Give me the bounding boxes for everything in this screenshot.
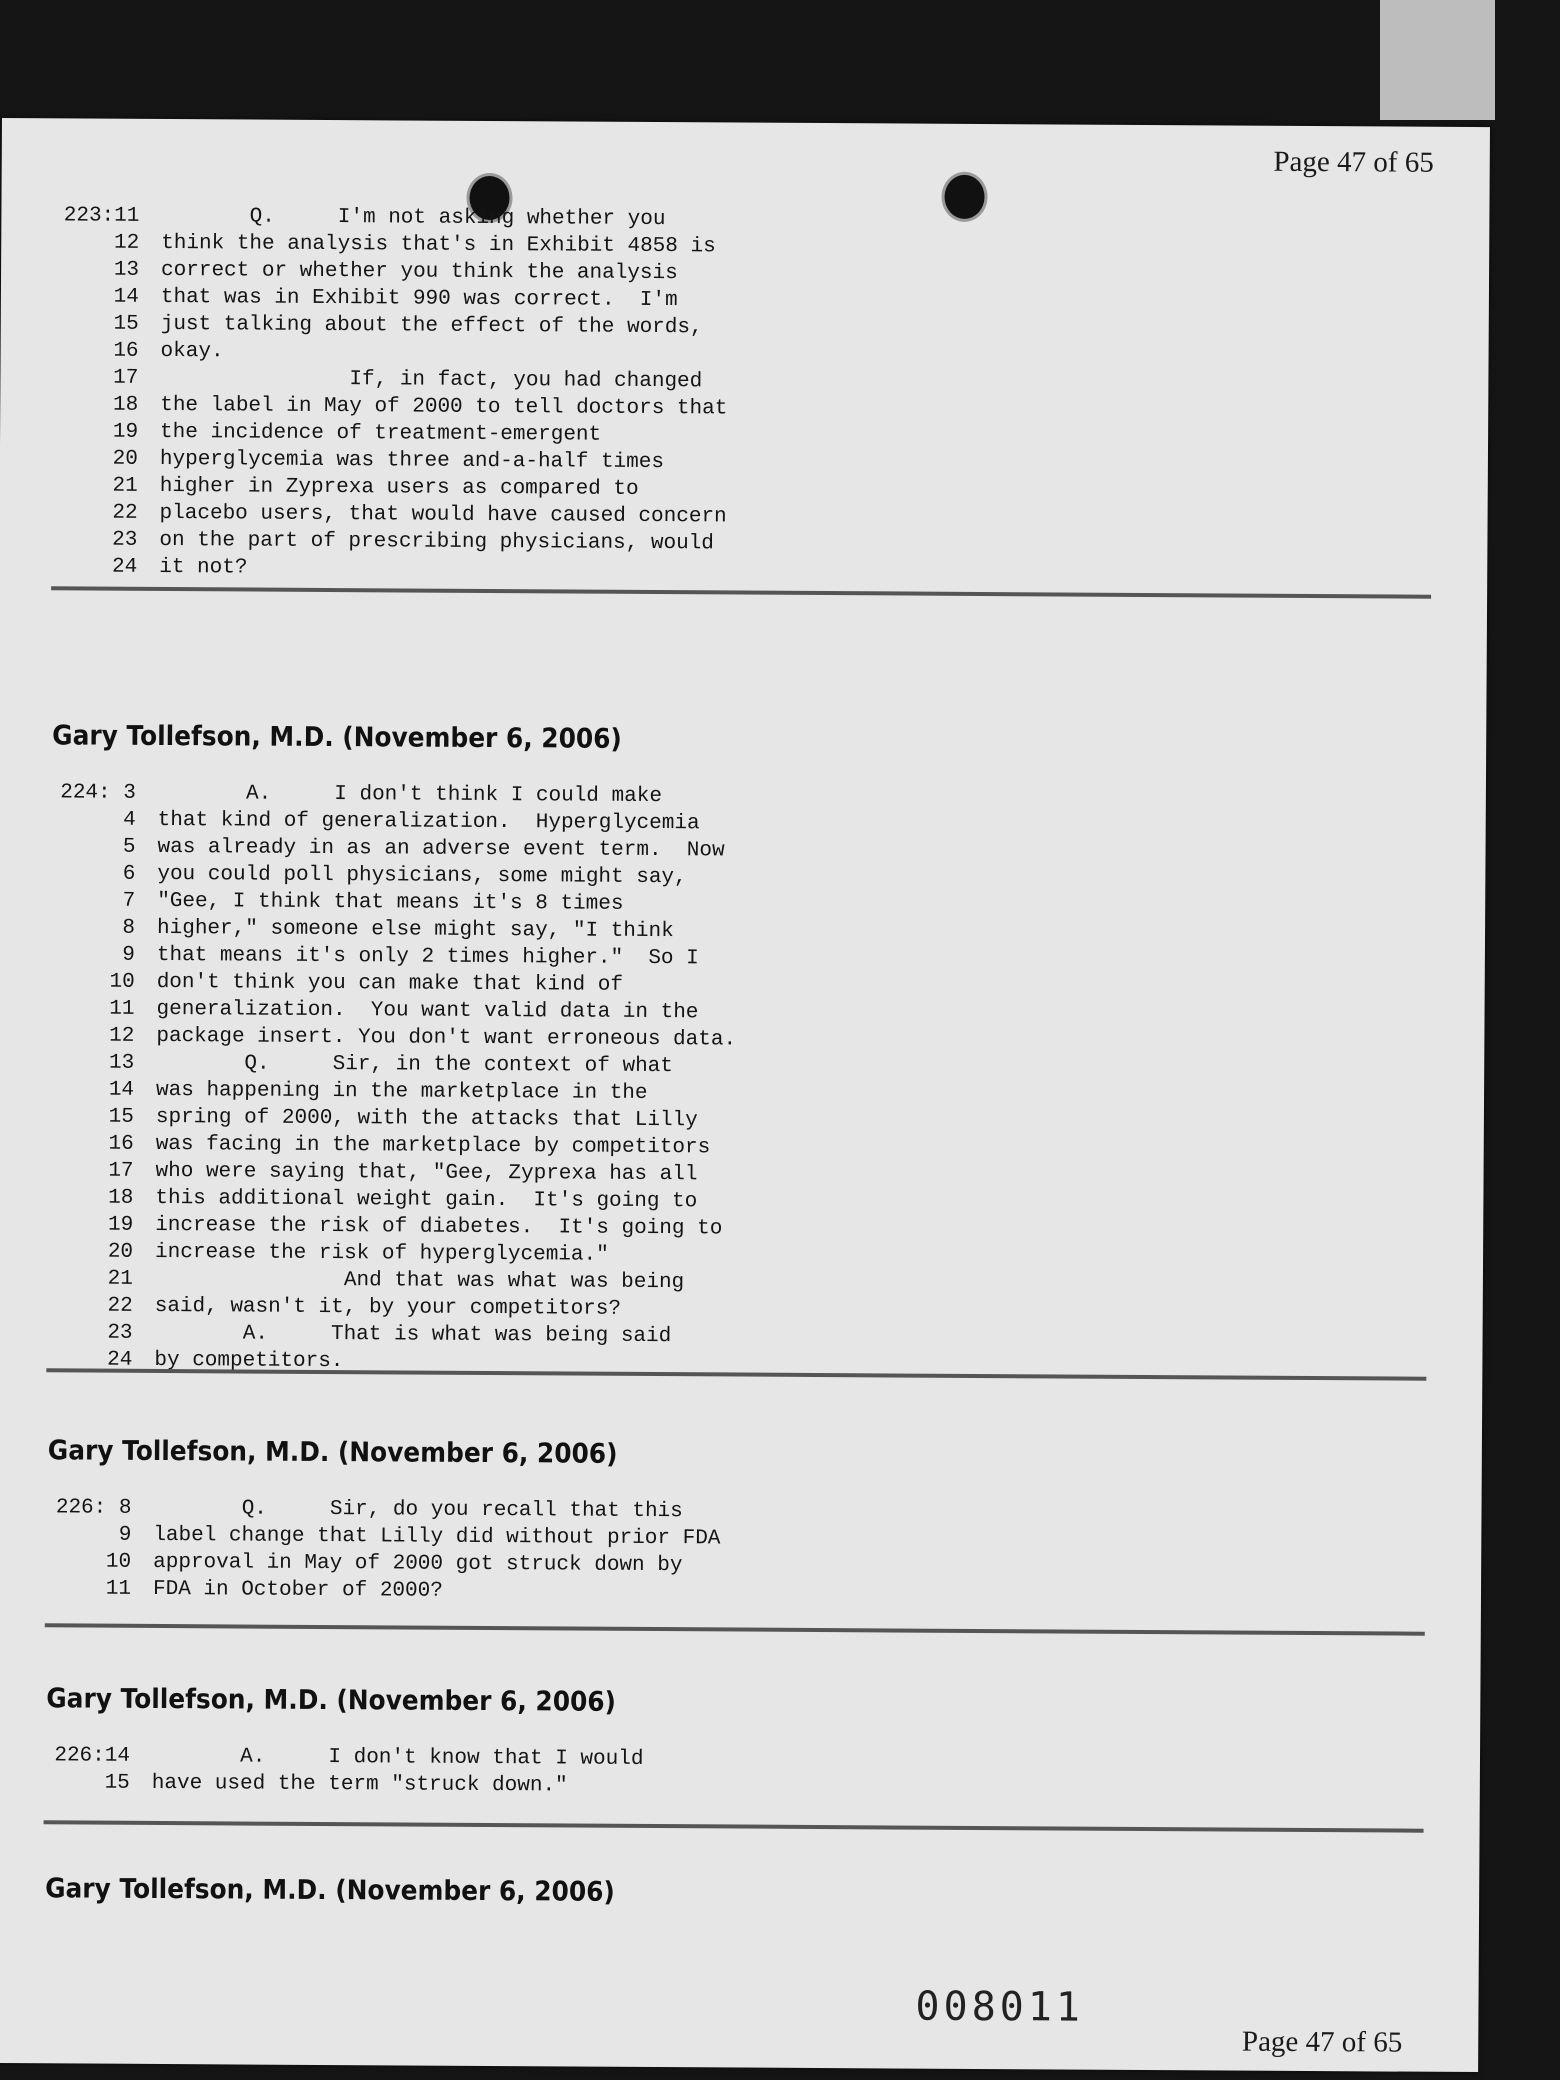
line-number: 223:11 [63, 204, 140, 228]
transcript-line [45, 1521, 720, 1552]
transcript-line [52, 364, 727, 395]
transcript-line [53, 256, 728, 287]
transcript-section-2 [46, 720, 738, 1377]
line-text: have used the term "struck down." [151, 1771, 568, 1798]
line-text: think the analysis that's in Exhibit 4858 is [161, 231, 716, 259]
line-number: 226: 8 [55, 1496, 132, 1520]
line-text: this additional weight gain. It's going to [155, 1186, 698, 1214]
section-divider [45, 1623, 1425, 1635]
transcript-line [52, 445, 727, 476]
section-divider [51, 586, 1431, 598]
transcript-line [49, 860, 737, 891]
transcript-line [53, 229, 728, 260]
section-divider [44, 1820, 1424, 1832]
transcript-lines [51, 202, 728, 584]
line-number: 5 [122, 835, 136, 859]
transcript-line [52, 472, 727, 503]
transcript-line [47, 1184, 735, 1215]
line-text: was facing in the marketplace by competitors [155, 1132, 711, 1160]
line-text: Q. I'm not asking whether you [161, 204, 666, 232]
line-number: 18 [108, 1186, 134, 1210]
transcript-line [49, 887, 737, 918]
line-text: approval in May of 2000 got struck down by [153, 1550, 683, 1578]
transcript-line [48, 1076, 736, 1107]
line-number: 11 [105, 1577, 132, 1601]
transcript-line [53, 202, 728, 233]
line-text: the label in May of 2000 to tell doctors that [160, 393, 728, 421]
line-text: that means it's only 2 times higher." So I [156, 943, 699, 971]
line-number: 18 [112, 393, 139, 417]
line-number: 23 [107, 1321, 133, 1345]
line-text: who were saying that, "Gee, Zyprexa has all [155, 1159, 698, 1187]
line-text: that kind of generalization. Hyperglycemia [157, 808, 700, 836]
line-number: 22 [107, 1294, 133, 1318]
line-number: 22 [112, 501, 138, 525]
transcript-lines [43, 1932, 664, 1936]
transcript-line [49, 914, 737, 945]
transcript-line [47, 1157, 735, 1188]
line-number: 15 [104, 1771, 130, 1795]
transcript-line [48, 1103, 736, 1134]
transcript-line [48, 995, 736, 1026]
transcript-line [46, 1319, 734, 1350]
line-text: A. That is what was being said [154, 1321, 672, 1349]
line-number: 23 [112, 528, 138, 552]
line-number: 21 [107, 1267, 133, 1291]
line-number: 24 [111, 555, 138, 579]
line-text: A. I don't think I could make [157, 781, 663, 809]
line-text: Q. Sir, in the context of what [156, 1051, 673, 1079]
transcript-line [49, 941, 737, 972]
line-text: "Gee, I think that means it's 8 times [157, 889, 624, 916]
line-text: was already in as an adverse event term. Now [157, 835, 725, 863]
line-number: 16 [108, 1132, 134, 1156]
transcript-line [50, 806, 738, 837]
line-text: Q. Sir, do you recall that this [153, 1496, 683, 1524]
transcript-line [51, 553, 726, 584]
transcript-lines [45, 1494, 721, 1606]
transcript-line [49, 968, 737, 999]
transcript-line [44, 1769, 665, 1800]
transcript-line [53, 310, 728, 341]
transcript-line [48, 1022, 736, 1053]
punch-hole-right [941, 172, 987, 222]
transcript-section-3 [45, 1435, 721, 1606]
line-number: 20 [112, 447, 138, 471]
page-number-top: Page 47 of 65 [1273, 145, 1434, 179]
transcript-line [45, 1548, 720, 1579]
page-number-bottom: Page 47 of 65 [1241, 2025, 1403, 2059]
line-number: 6 [122, 862, 136, 886]
section-heading: Gary Tollefson, M.D. (November 6, 2006) [47, 1435, 618, 1470]
line-text: A. I don't know that I would [151, 1744, 644, 1771]
transcript-line [52, 418, 727, 449]
line-number: 12 [113, 231, 140, 255]
line-text: on the part of prescribing physicians, would [159, 528, 714, 556]
transcript-section-1 [51, 202, 728, 584]
line-number: 4 [123, 808, 136, 832]
line-text: said, wasn't it, by your competitors? [154, 1294, 622, 1321]
line-number: 8 [122, 916, 136, 940]
line-number: 224: 3 [60, 781, 136, 805]
line-number: 11 [109, 997, 135, 1021]
line-text: by competitors. [154, 1348, 344, 1374]
section-heading: Gary Tollefson, M.D. (November 6, 2006) [46, 1683, 617, 1718]
line-text: hyperglycemia was three and-a-half times [159, 447, 665, 475]
transcript-lines [44, 1742, 665, 1800]
line-text: package insert. You don't want erroneous data. [156, 1024, 737, 1052]
transcript-line [45, 1575, 720, 1606]
line-number: 21 [112, 474, 138, 498]
line-text: the incidence of treatment-emergent [160, 420, 602, 447]
document-page [0, 118, 1490, 2072]
line-text: you could poll physicians, some might say, [157, 862, 687, 890]
line-number: 9 [122, 943, 135, 967]
line-number: 19 [112, 420, 139, 444]
section-heading: Gary Tollefson, M.D. (November 6, 2006) [45, 1873, 615, 1908]
line-text: And that was what was being [154, 1267, 685, 1295]
line-number: 7 [122, 889, 136, 913]
transcript-line [52, 391, 727, 422]
line-text: label change that Lilly did without prior FDA [153, 1523, 721, 1551]
line-number: 13 [113, 258, 140, 282]
line-text: FDA in October of 2000? [152, 1577, 443, 1603]
transcript-line [52, 499, 727, 530]
transcript-line [47, 1265, 735, 1296]
line-number: 15 [108, 1105, 134, 1129]
line-number: 12 [109, 1024, 135, 1048]
line-text: spring of 2000, with the attacks that Lilly [155, 1105, 698, 1133]
line-number: 15 [113, 312, 139, 336]
transcript-line [53, 283, 728, 314]
line-text: higher," someone else might say, "I think [156, 916, 674, 944]
line-text: placebo users, that would have caused concern [159, 501, 727, 529]
transcript-line [52, 337, 727, 368]
transcript-line [49, 833, 737, 864]
line-number: 9 [118, 1523, 132, 1547]
section-heading: Gary Tollefson, M.D. (November 6, 2006) [52, 720, 622, 755]
transcript-section-5 [43, 1873, 665, 1936]
line-text: higher in Zyprexa users as compared to [159, 474, 639, 501]
line-text: increase the risk of hyperglycemia." [155, 1240, 609, 1267]
line-number: 10 [109, 970, 135, 994]
line-number: 16 [113, 339, 139, 363]
line-text: increase the risk of diabetes. It's going to [155, 1213, 723, 1241]
line-text: was happening in the marketplace in the [155, 1078, 648, 1105]
transcript-line [44, 1742, 665, 1773]
line-number: 19 [107, 1213, 134, 1237]
line-text: don't think you can make that kind of [156, 970, 624, 997]
line-number: 24 [107, 1348, 133, 1372]
transcript-line [48, 1130, 736, 1161]
transcript-line [47, 1292, 735, 1323]
background-sheet [1380, 0, 1495, 120]
line-text: generalization. You want valid data in the [156, 997, 699, 1025]
line-number: 226:14 [54, 1744, 131, 1768]
transcript-line [51, 526, 726, 557]
line-text: that was in Exhibit 990 was correct. I'm [160, 285, 678, 313]
transcript-line [47, 1238, 735, 1269]
transcript-section-4 [44, 1683, 666, 1800]
bates-number: 008011 [915, 1983, 1085, 2031]
transcript-line [50, 779, 738, 810]
line-number: 17 [108, 1159, 134, 1183]
line-text: just talking about the effect of the words, [160, 312, 703, 340]
line-text: If, in fact, you had changed [160, 366, 703, 394]
line-text: correct or whether you think the analysis [161, 258, 678, 286]
transcript-line [45, 1494, 720, 1525]
line-number: 20 [107, 1240, 134, 1264]
transcript-line [47, 1211, 735, 1242]
transcript-line [48, 1049, 736, 1080]
line-number: 14 [113, 285, 139, 309]
line-text: okay. [160, 339, 224, 364]
line-number: 10 [105, 1550, 132, 1574]
transcript-lines [46, 779, 737, 1377]
line-text: it not? [159, 555, 248, 580]
line-number: 14 [108, 1078, 135, 1102]
line-number: 13 [108, 1051, 135, 1075]
line-number: 17 [113, 366, 139, 390]
